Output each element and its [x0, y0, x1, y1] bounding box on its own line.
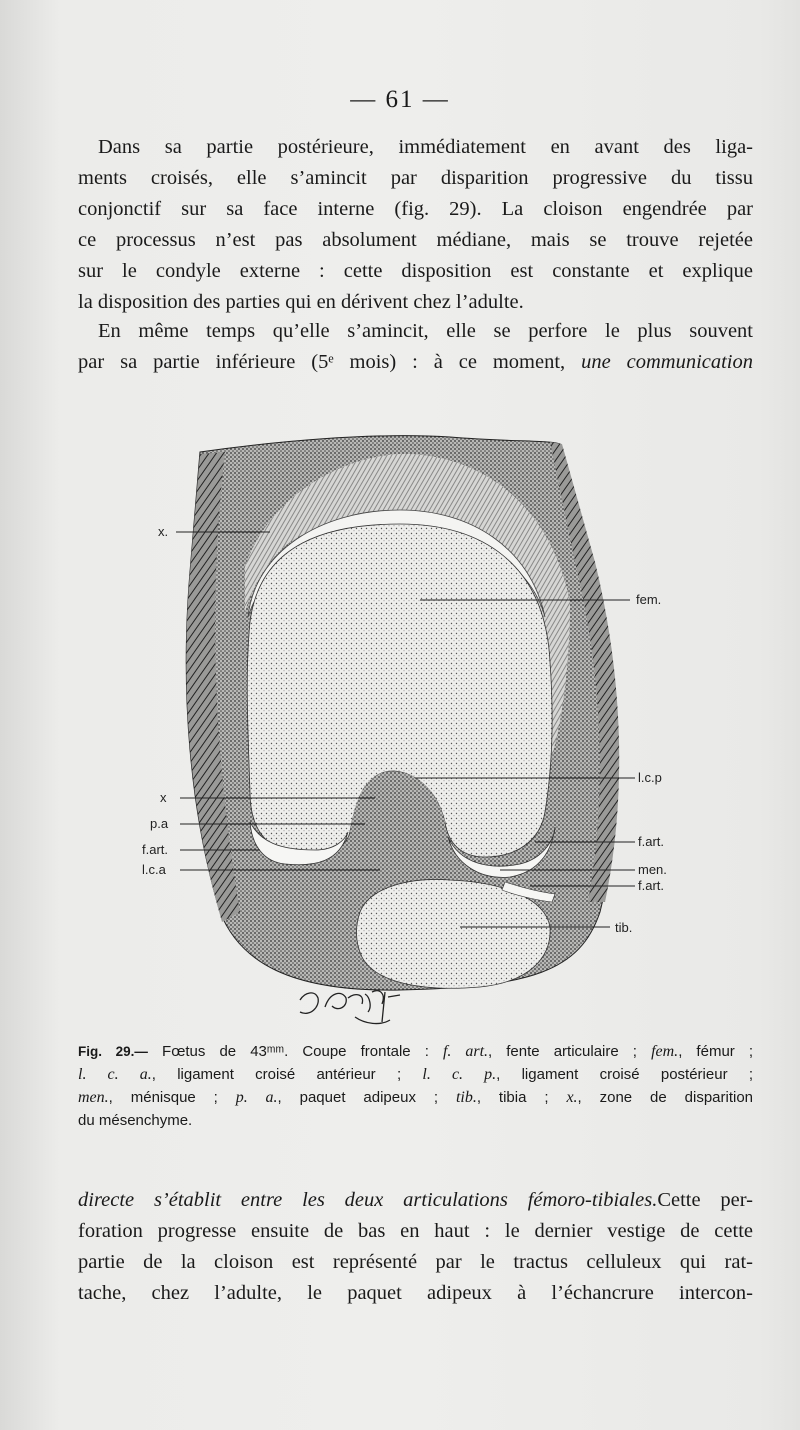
caption-text: , tibia ; [476, 1089, 549, 1106]
label-fem: fem. [636, 592, 662, 607]
label-x: x [160, 790, 167, 805]
caption-line: du mésenchyme. [78, 1112, 193, 1129]
text-line: partie de la cloison est représenté par le tractus celluleux qui rat- [78, 1251, 753, 1273]
knee-section-illustration [142, 432, 670, 1032]
text-run: Cette per- [657, 1189, 753, 1211]
text-line: ments croisés, elle s’amincit par disparition progressive du tissu [78, 167, 753, 189]
label-pa: p.a [150, 816, 169, 831]
caption-term: fem. [651, 1043, 679, 1060]
caption-term: men. [78, 1089, 109, 1106]
paragraph-2 [78, 316, 753, 378]
text-line [78, 1185, 753, 1216]
figure-caption [78, 1040, 753, 1132]
label-men: men. [638, 862, 667, 877]
text-run: par sa partie inférieure (5ᵉ mois) : à ce moment, [78, 351, 566, 373]
text-line: Dans sa partie postérieure, immédiatement en avant des liga- [98, 136, 753, 158]
caption-line [78, 1063, 753, 1086]
caption-text: , fente articulaire ; [488, 1043, 637, 1060]
text-line: ce processus n’est pas absolument médiane, mais se trouve rejetée [78, 229, 753, 251]
italic-run: directe s’établit entre les deux articulations fémoro-tibiales. [78, 1189, 658, 1211]
caption-term: p. a. [235, 1089, 278, 1106]
figure-number: Fig. 29.— [78, 1044, 148, 1059]
label-lcp: l.c.p [638, 770, 662, 785]
caption-term: tib. [455, 1089, 477, 1106]
caption-term: x. [566, 1089, 578, 1106]
label-fart-left: f.art. [142, 842, 169, 857]
caption-text: , fémur ; [678, 1043, 754, 1060]
caption-line [78, 1086, 753, 1109]
caption-text: , paquet adipeux ; [277, 1089, 439, 1106]
text-line: tache, chez l’adulte, le paquet adipeux à l’échancrure intercon- [78, 1282, 753, 1304]
paragraph-3 [78, 1185, 753, 1309]
label-fart-right-1: f.art. [638, 834, 665, 849]
text-line [78, 347, 753, 378]
caption-line [78, 1040, 753, 1063]
label-tib: tib. [615, 920, 633, 935]
label-fart-right-2: f.art. [638, 878, 665, 893]
text-line: la disposition des parties qui en dérivent chez l’adulte. [78, 291, 524, 313]
text-line: conjonctif sur sa face interne (fig. 29). La cloison engendrée par [78, 198, 753, 220]
caption-term: l. c. a. [78, 1066, 152, 1083]
text-line: sur le condyle externe : cette disposition est constante et explique [78, 260, 753, 282]
label-lca: l.c.a [142, 862, 166, 877]
text-line: En même temps qu’elle s’amincit, elle se perfore le plus souvent [98, 320, 753, 342]
caption-text: , zone de disparition [577, 1089, 754, 1106]
caption-text: Fœtus de 43ᵐᵐ. Coupe frontale : [162, 1043, 429, 1060]
illustrator-signature [300, 991, 400, 1024]
page-number: — 61 — [350, 86, 450, 113]
anatomical-figure [142, 432, 670, 1032]
caption-text: , ligament croisé antérieur ; [151, 1066, 402, 1083]
paragraph-1 [78, 132, 753, 318]
label-x-top: x. [158, 524, 169, 539]
caption-term: l. c. p. [422, 1066, 497, 1083]
caption-term: f. art. [442, 1043, 489, 1060]
caption-text: , ligament croisé postérieur ; [496, 1066, 753, 1083]
caption-text: , ménisque ; [108, 1089, 218, 1106]
italic-run: une communication [581, 351, 754, 373]
text-line: foration progresse ensuite de bas en haut : le dernier vestige de cette [78, 1220, 753, 1242]
